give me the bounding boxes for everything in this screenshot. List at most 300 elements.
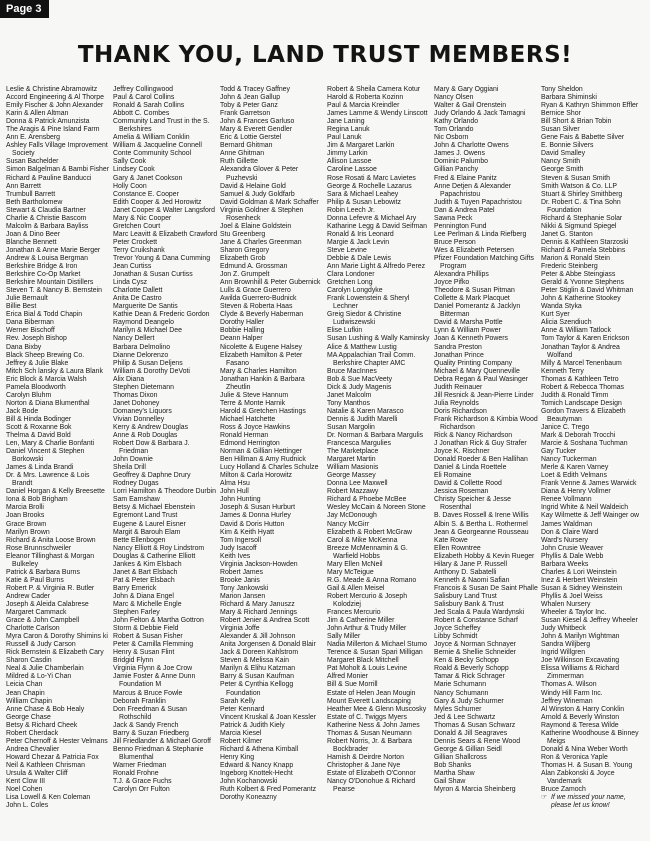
member-name: Ann Marie Light & Alfredo Perez [327, 263, 426, 271]
member-name: Todd & Tracey Gaffney [220, 86, 290, 93]
member-name: Rodney Dugas [113, 480, 159, 488]
member-name: Ingrid Willgren [541, 649, 586, 657]
member-name: Ronald Frohne [113, 769, 159, 777]
member-name: Thomas A. Wilson [541, 681, 597, 689]
member-name: Stu Greenberg [220, 230, 266, 238]
member-name: Leslie & Christine Abramowitz [6, 86, 98, 93]
member-name: Francesca Margulies [327, 440, 391, 448]
member-name: R.G. Meade & Anna Romano [327, 576, 417, 584]
member-name: Al Winston & Harry Conklin [541, 705, 625, 713]
member-name: John & Diana Engel [113, 592, 174, 600]
member-name: Richard & Athena Kimball [220, 745, 299, 753]
member-name: Greig Siedor & Christine Ludwiszewski [327, 311, 402, 327]
member-name: Frederic Steinberg [541, 263, 598, 271]
member-name: Jill Resnick & Jean-Pierre Linder [434, 391, 534, 399]
member-name: Kent Clow III [6, 778, 46, 786]
member-name: Andrew & Louisa Bergman [6, 254, 88, 262]
member-name: Susan Bachelder [6, 158, 59, 166]
member-name: Richard & Pamela Stebbins [541, 246, 626, 254]
member-name: Thomas & Susan Neumann [327, 729, 412, 737]
member-name: David Goldman & Mark Schaffer [220, 198, 319, 206]
member-name: Elizabeth Hobby & Kevin Rueger [434, 552, 535, 560]
member-name: Alma Hsu [220, 480, 250, 488]
member-name: John Hull [220, 488, 249, 496]
member-name: Steve Levine [327, 246, 367, 254]
member-name: Thelma & David Bold [6, 432, 71, 440]
member-name: The Aragis & Pine Island Farm [6, 126, 100, 134]
member-name: E. Bonnie Silvers [541, 142, 594, 150]
member-name: Katherine Ness & John James [327, 721, 420, 729]
member-name: David & Helaine Gold [220, 182, 286, 190]
member-name: Gail Shaw [434, 778, 466, 786]
member-name: Elizabeth & Robert McGraw [327, 528, 413, 536]
member-name: Theodore & Susan Pitman [434, 287, 515, 295]
member-name: Betsy & Richard Cheek [6, 721, 78, 729]
member-name: Judith & Ronald Timm [541, 391, 609, 399]
member-name: Henry King [220, 753, 255, 761]
member-name: Mark & Deborah Trocchi [541, 432, 616, 440]
member-name: Kim & Keith Hyatt [220, 528, 274, 536]
member-name: Marion Jansen [220, 592, 266, 600]
member-name: Nancy O'Donohue & Richard Pearse [327, 778, 416, 794]
member-name: Richard & Phoebe McBee [327, 496, 407, 504]
member-name: Stephen Dietemann [113, 383, 174, 391]
member-name: Dianne Delorenzo [113, 351, 169, 359]
member-name: John & Charlotte Owens [434, 142, 509, 150]
member-name: Sally Miller [327, 633, 361, 641]
member-name: Edith Cooper & Jed Horowitz [113, 198, 202, 206]
member-name: Sam Earnshaw [113, 496, 160, 504]
member-column-4 [327, 86, 432, 831]
member-name: Blanche Bennett [6, 238, 57, 246]
member-name: Tomich Landscape Design [541, 399, 622, 407]
member-name: Windy Hill Farm Inc. [541, 689, 603, 697]
member-name: Marie Schumann [434, 681, 487, 689]
member-name: Werner Bischoff [6, 327, 55, 335]
member-name: Peter Chernoff & Hester Velmans [6, 737, 108, 745]
member-name: Anita Jorgensen & Donald Blair [220, 641, 316, 649]
member-name: Bernie & Shellie Schneider [434, 649, 516, 657]
missed-name-note [541, 794, 646, 810]
member-name: Berkshire Bridge & Iron [6, 263, 78, 271]
member-name: Dr. & Mrs. Lawrence & Lois Brandt [6, 472, 90, 488]
member-column-5 [434, 86, 539, 831]
member-name: Dennis & Judith Marelli [327, 415, 398, 423]
member-name: Trevor Young & Dana Cumming [113, 254, 211, 262]
member-name: Estate of Elizabeth O'Connor [327, 769, 416, 777]
member-name: Alfred Monier [327, 673, 368, 681]
member-name: Diana & Henry Vollmer [541, 488, 611, 496]
member-name: Quality Printing Company [434, 359, 513, 367]
member-name: Gerald & Yvonne Stephens [541, 279, 625, 287]
member-name: Eli Romaine [434, 472, 472, 480]
member-name: Libby Schmidt [434, 633, 478, 641]
member-name: Tom Ingersoll [220, 536, 261, 544]
member-name: Benno Friedman & Stephanie Blumenthal [113, 745, 204, 761]
member-name: Harold & Gretchen Hastings [220, 407, 306, 415]
member-name: Deborah Franklin [113, 697, 166, 705]
member-name: Patrick & Judith Kiely [220, 721, 285, 729]
member-name: Mary McTeigue [327, 568, 374, 576]
member-name: Tamar & Rick Schrager [434, 673, 505, 681]
member-name: Mary & Everett Gendler [220, 126, 292, 134]
member-name: Robert & Constance Scharf [434, 617, 518, 625]
member-name: Jeffrey Wineman [541, 697, 593, 705]
member-name: Robert Mazzawy [327, 488, 379, 496]
member-name: Janet & Bart Elsbach [113, 568, 178, 576]
member-name: Ingeborg Knottek-Hecht [220, 769, 293, 777]
member-name: Hilary & Jane P. Russell [434, 560, 508, 568]
member-name: Judith Reinauer [434, 383, 483, 391]
member-name: Barbara Weeks [541, 560, 589, 568]
member-name: Patrick & Barbara Burns [6, 568, 80, 576]
member-name: Gail & Allen Meisel [327, 584, 385, 592]
member-name: Daniel & Linda Roettele [434, 464, 507, 472]
member-name: Linda Cysz [113, 279, 148, 287]
member-name: Nancy Smith [541, 158, 581, 166]
member-name: Gary & Judy Schurmer [434, 697, 504, 705]
member-name: Virginia Joffe [220, 625, 260, 633]
member-name: Francois & Susan De Saint Phalle [434, 584, 538, 592]
member-name: Debra Regan & Paul Wasinger [434, 375, 528, 383]
member-name: Lindsey Cook [113, 166, 155, 174]
member-name: Paul & Carol Collins [113, 94, 175, 102]
member-name: Gordon Travers & Elizabeth Beautyman [541, 407, 626, 423]
member-name: Nicolette & Eugene Halsey [220, 343, 302, 351]
member-name: Andrew Cader [6, 592, 51, 600]
member-name: George & Rochelle Lazarus [327, 182, 412, 190]
member-name: Sara & Michael Leahey [327, 190, 399, 198]
member-name: Nancy Tuckerman [541, 456, 597, 464]
member-name: Berkshire Mountain Distillers [6, 279, 94, 287]
member-name: Jankes & Kim Elsbach [113, 560, 182, 568]
member-name: Joan & Kenneth Powers [434, 335, 508, 343]
member-name: Dana Bixby [6, 343, 42, 351]
member-name: Robert Cherdack [6, 729, 59, 737]
member-name: Anne Detjen & Alexander Papachristou [434, 182, 511, 198]
member-name: Nancy Elliott & Roy Lindstrom [113, 544, 205, 552]
member-name: Marilyn Brown [6, 528, 50, 536]
member-name: Michael Hatchette [220, 415, 276, 423]
member-name: Tom Taylor & Karen Erickson [541, 335, 630, 343]
member-name: Ronald Herman [220, 432, 269, 440]
member-name: Inez & Herbert Weinstein [541, 576, 618, 584]
member-name: Julia Reynolds [434, 399, 479, 407]
member-name: Kathie Dean & Frederic Gordon [113, 311, 210, 319]
member-name: Jack Bode [6, 407, 39, 415]
member-name: Tony Jankowski [220, 584, 269, 592]
member-name: James Waldman [541, 520, 593, 528]
member-name: John Crusie Weaver [541, 544, 604, 552]
member-name: Jonathan Prince [434, 351, 484, 359]
member-name: Joan Brooks [6, 512, 45, 520]
member-name: Allison Lassoe [327, 158, 372, 166]
member-name: Kenneth Terry [541, 367, 584, 375]
member-name: Gillian Shallcross [434, 753, 487, 761]
member-name: Nancy Schumann [434, 689, 489, 697]
member-name: Mary & Nic Cooper [113, 214, 172, 222]
member-name: James J. Owens [434, 150, 485, 158]
member-name: Black Sheep Brewing Co. [6, 351, 85, 359]
member-name: Joseph & Susan Hurburt [220, 504, 296, 512]
member-name: Dennis Sears & Rene Wood [434, 737, 521, 745]
member-name: Arnold & Beverly Winston [541, 713, 620, 721]
member-name: Sarah Kelly [220, 697, 256, 705]
member-name: Judith & Tuyen Papachristou [434, 198, 522, 206]
member-name: Community Land Trust in the S. Berkshires [113, 118, 210, 134]
member-name: Margaret Martin [327, 456, 376, 464]
member-name: Wes & Elizabeth Petersen [434, 246, 514, 254]
member-name: Grace & John Campbell [6, 617, 80, 625]
member-name: Joyce Pifko [434, 279, 470, 287]
member-name: Bernice Shor [541, 110, 581, 118]
page-number-tag: Page 3 [0, 0, 49, 18]
member-name: Awilda Guerrero-Budnick [220, 295, 297, 303]
member-name: Christopher & Jane Nye [327, 761, 401, 769]
member-name: Rev. Joseph Bishop [6, 335, 67, 343]
member-name: Sandra Wiljberg [541, 641, 591, 649]
member-name: Judy Whitbeck [541, 625, 586, 633]
member-name: Ann Brownhill & Peter Gubernick [220, 279, 321, 287]
member-name: James & Donna Hurley [220, 512, 291, 520]
member-name: Marion & Ronald Stein [541, 254, 610, 262]
member-name: Donald & Jill Seagraves [434, 729, 508, 737]
member-name: Holly Coon [113, 182, 147, 190]
member-list [6, 86, 646, 831]
member-name: Donald & Nina Weber Worth [541, 745, 628, 753]
member-name: Gary & Janet Cookson [113, 174, 183, 182]
member-name: Milton & Carla Horowitz [220, 472, 292, 480]
member-name: Dr. Norman & Barbara Margulis [327, 432, 424, 440]
member-name: Carol & Mike McKenna [327, 536, 398, 544]
member-name: Richard & Anita Loose Brown [6, 536, 96, 544]
member-name: John & Marilyn Wightman [541, 633, 620, 641]
member-name: Conte Community School [113, 150, 192, 158]
member-name: Amelia & William Conklin [113, 134, 190, 142]
member-name: Constance E. Cooper [113, 190, 179, 198]
member-name: Robert & Rebecca Thomas [541, 383, 624, 391]
member-name: Alexandra Glover & Peter Puzhevski [220, 166, 299, 182]
member-name: Ursula & Walter Cliff [6, 769, 68, 777]
member-name: Nancy McGirr [327, 520, 370, 528]
member-name: Nikki & Sigmund Spiegel [541, 222, 617, 230]
member-name: Ben Hillman & Amy Rudnick [220, 456, 306, 464]
member-name: Deann Halper [220, 335, 263, 343]
member-name: Anita De Castro [113, 295, 162, 303]
member-name: Neal & Julie Chamberlain [6, 665, 84, 673]
member-name: Ingrid White & Neil Waldeich [541, 504, 629, 512]
member-name: Alan Zabkonski & Joyce Vandemark [541, 769, 615, 786]
member-name: Merle & Karen Varney [541, 464, 609, 472]
member-name: Margie & Jack Levin [327, 238, 390, 246]
member-name: Paul Lanuk [327, 134, 362, 142]
member-name: Jane Laning [327, 118, 365, 126]
member-column-2 [113, 86, 218, 831]
member-name: John Felton & Martha Gottron [113, 617, 204, 625]
member-name: Norman & Gillian Hettinger [220, 448, 302, 456]
member-name: Barry & Susan Kaufman [220, 673, 294, 681]
member-name: Beth Bartholomew [6, 198, 63, 206]
member-name: Robin Leech Jr. [327, 206, 375, 214]
page-headline: THANK YOU, LAND TRUST MEMBERS! [77, 42, 573, 68]
member-name: Virginia Flynn & Joe Crow [113, 665, 193, 673]
member-name: George Massey [327, 472, 376, 480]
member-name: Dan & Andrea Patel [434, 206, 495, 214]
member-name: Terry Cruikshank [113, 246, 165, 254]
member-name: Marc & Michelle Engle [113, 601, 182, 608]
member-name: George Smith [541, 166, 584, 174]
member-name: Rick & Nancy Richardson [434, 432, 513, 440]
member-name: Lynn & William Power [434, 327, 501, 335]
member-name: Pamela Bloodworth [6, 383, 66, 391]
member-name: Raymond & Teresa Wilde [541, 721, 619, 729]
member-name: Nancy Dellert [113, 335, 155, 343]
member-name: Douglas & Catherine Elliott [113, 552, 196, 560]
member-name: Judy Orlando & Jack Tamagni [434, 110, 526, 118]
member-name: Caroline Lassoe [327, 166, 377, 174]
member-name: Bernard Ghitman [220, 142, 273, 150]
member-name: Dennis & Kathleen Starzoski [541, 238, 629, 246]
member-name: Scott & Roxanne Bok [6, 423, 72, 431]
member-name: J Jonathan Rick & Guy Strafer [434, 440, 527, 448]
member-name: Robert James [220, 568, 263, 576]
member-name: Julie Bernault [6, 295, 48, 303]
member-name: Ward's Nursery [541, 536, 589, 544]
member-name: Tony Sheldon [541, 86, 583, 93]
member-name: Kerry & Andrew Douglas [113, 423, 189, 431]
member-name: Sharon Casdin [6, 657, 52, 665]
member-name: Barbara Delmolino [113, 343, 171, 351]
member-name: Barry & Suzan Friedberg [113, 729, 189, 737]
member-name: David & Doris Hutton [220, 520, 285, 528]
member-name: Daniel Vincent & Stephen Borkowski [6, 448, 85, 464]
member-name: Jed Scala & Paula Wardynski [434, 609, 525, 617]
member-name: Edward & Nancy Knapp [220, 761, 294, 769]
member-name: Bob Shanks [434, 761, 472, 769]
member-name: Leicia Chan [6, 681, 43, 689]
member-name: Jimmy Larkin [327, 150, 368, 158]
member-name: Phyllis & Joel Weiss [541, 592, 603, 600]
member-name: Marc Leavitt & Elizabeth Crawford [113, 230, 218, 238]
member-name: Anne & William Tatlock [541, 327, 611, 335]
member-name: Edmond Herrington [220, 440, 280, 448]
member-name: Natalie & Karen Marasco [327, 407, 404, 415]
member-name: Jeffrey & Julie Blake [6, 359, 69, 367]
member-name: Kay Wilmette & Jeff Wainger ow [541, 512, 640, 520]
member-name: Kathy Orlando [434, 118, 479, 126]
member-name: Susan & Sidney Weinstein [541, 584, 623, 592]
member-name: Wesley McCain & Noreen Stone [327, 504, 426, 512]
member-name: Clara Londoner [327, 271, 375, 279]
member-name: Donna & Patrick Amunzista [6, 118, 90, 126]
member-name: Heather Mee & Glenn Muscosky [327, 705, 427, 713]
member-name: William & Jacqueline Connell [113, 142, 202, 150]
member-name: Malcolm & Barbara Bayliss [6, 222, 89, 230]
member-name: William Masionis [327, 464, 379, 472]
member-name: John Arthur & Trudy Miller [327, 625, 407, 633]
member-name: Pfizer Foundation Matching Gifts Program [434, 254, 534, 271]
member-name: Barbara Shiminski [541, 94, 597, 102]
member-name: Lucy Holland & Charles Schulze [220, 464, 319, 472]
member-name: Salisbury Land Trust [434, 592, 497, 600]
member-name: Albin S. & Bertha L. Rothermel [434, 520, 528, 528]
member-name: Stewart & Claudia Bartner [6, 206, 86, 214]
member-name: Barry Emerick [113, 584, 157, 592]
member-name: Jack & Doreen Kahlstrom [220, 649, 299, 657]
member-name: Virginia Jackson-Howden [220, 560, 298, 568]
member-name: Gay Tucker [541, 448, 577, 456]
member-name: Kurt Syer [541, 311, 570, 319]
member-name: William & Dorothy DeVoti [113, 367, 190, 375]
member-name: Ruth Gillette [220, 158, 258, 166]
member-name: Ann E. Arensberg [6, 134, 61, 142]
member-name: Robert Dow & Barbara J. Friedman [113, 440, 190, 456]
member-name: Noel Cohen [6, 786, 43, 794]
member-name: Alice & Matthew Lustig [327, 343, 397, 351]
member-name: Steven & Melissa Kain [220, 657, 289, 665]
member-name: MA Appalachian Trail Comm. Berkshire Chapter AMC [327, 351, 416, 367]
member-name: Katharine Legg & David Seifman [327, 222, 427, 230]
member-name: Emily Fischer & John Alexander [6, 102, 104, 110]
member-name: Estate of Helen Jean Mougin [327, 689, 416, 697]
member-name: Abbott C. Combes [113, 110, 170, 118]
member-name: William Chapin [6, 697, 52, 705]
member-name: Don & Claire Ward [541, 528, 599, 536]
member-name: Terre & Monte Harnik [220, 399, 286, 407]
member-name: Margit & Barouh Elam [113, 528, 181, 536]
member-name: Peter & Cynthia Kellogg Foundation [220, 681, 294, 697]
member-name: Clyde & Beverly Haberman [220, 311, 304, 319]
member-name: Sawna Peck [434, 214, 473, 222]
member-name: Bill & Sue Morrill [327, 681, 378, 689]
member-name: Dorothy Koneazny [220, 794, 277, 802]
member-name: Ruth Kolbert & Fred Pomerantz [220, 786, 317, 794]
member-name: Robert & Susan Fisher [113, 633, 183, 641]
member-name: Joe Wilkinson Excavating [541, 657, 620, 665]
member-name: Ann Barrett [6, 182, 41, 190]
member-name: Doris Richardson [434, 407, 487, 415]
member-name: James Lamme & Wendy Linscott [327, 110, 428, 118]
member-name: Dana Biberman [6, 319, 54, 327]
member-name: John Kochanowski [220, 778, 278, 786]
member-name: Peter Stiglin & David Whitman [541, 287, 634, 295]
member-name: Mary & Charles Hamilton [220, 367, 297, 375]
member-name: Andrea Chevalier [6, 745, 60, 753]
member-name: Grace Brown [6, 520, 47, 528]
member-name: Howard Chezar & Patricia Fox [6, 753, 99, 761]
member-name: Marilyn & Michael Dee [113, 327, 182, 335]
member-name: Richard & Stephanie Solar [541, 214, 623, 222]
member-name: Breeze McMennamin & G. Warfield Hobbs [327, 544, 408, 560]
member-name: Eugene & Laurel Eisner [113, 520, 186, 528]
member-name: Frank Lowenstein & Sheryl Lechner [327, 295, 410, 311]
member-name: Fred & Elaine Panitz [434, 174, 497, 182]
member-name: Gretchen Long [327, 279, 373, 287]
member-name: Joyce Scheffey [434, 625, 481, 633]
member-name: Karin & Allen Altman [6, 110, 69, 118]
member-name: Simon Balgelman & Bambi Fisher [6, 166, 110, 174]
member-name: Regina Lanuk [327, 126, 370, 134]
member-name: Dorothy Haller [220, 319, 265, 327]
member-name: Len, Mary & Charlie Bonfanti [6, 440, 95, 448]
member-name: Jonathan & Anne Marie Berger [6, 246, 101, 254]
member-name: Iona & Bob Brigham [6, 496, 68, 504]
member-name: Robert P. & Virginia R. Butler [6, 584, 95, 592]
member-name: Sally Cook [113, 158, 146, 166]
member-column-1 [6, 86, 111, 831]
member-name: Frank Richardson & Kimbia Wood Richardson [434, 415, 538, 431]
member-name: Jay McDonough [327, 512, 377, 520]
